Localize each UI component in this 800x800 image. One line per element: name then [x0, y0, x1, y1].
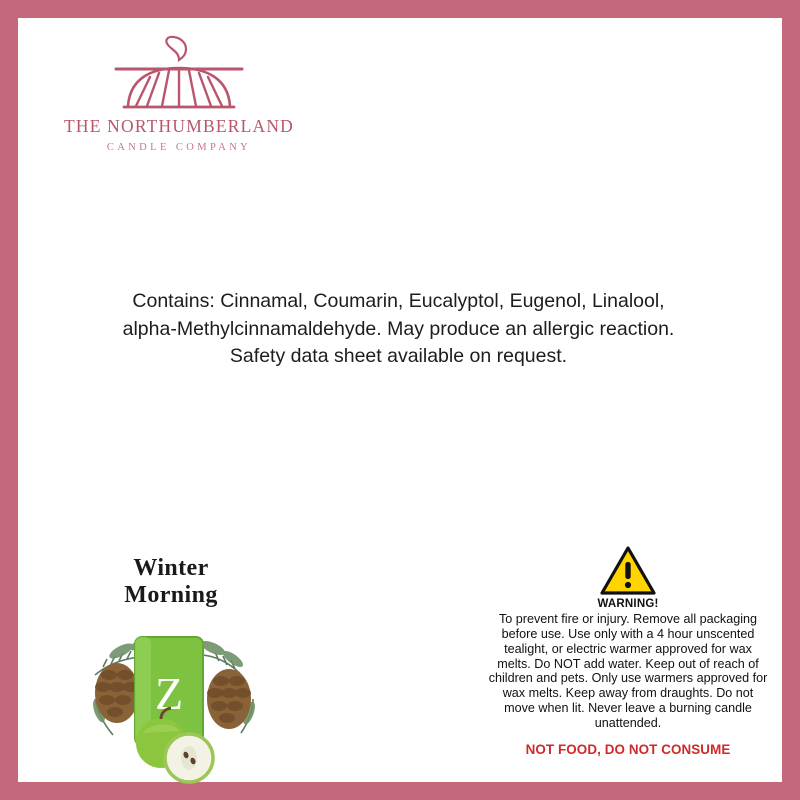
product-illustration: [73, 615, 268, 785]
pinecone-right: [207, 669, 251, 729]
brand-logo: [34, 34, 324, 153]
apple-half: [165, 734, 213, 782]
not-food-notice: NOT FOOD, DO NOT CONSUME: [525, 741, 731, 757]
brand-name: THE NORTHUMBERLAND: [63, 116, 295, 136]
warning-text: To prevent fire or injury. Remove all packaging before use. Use only with a 4 hour unscented tealight, or electric warmer approved for wax melts. Do NOT add water. Keep out of reach of children and pets. Only use warmers approved for wax melts. Keep away from draughts. Do not move when lit. Never leave a burning candle unattended.: [488, 612, 768, 731]
product-name-line-1: Winter: [133, 555, 209, 581]
pinecone-left: [95, 663, 139, 723]
label-card: [18, 18, 782, 782]
melt-letter: Z: [154, 668, 184, 719]
product-name: [76, 555, 266, 609]
product-name-line-2: Morning: [124, 581, 218, 608]
candle-company-crest-icon: [94, 34, 264, 112]
allergen-statement: Contains: Cinnamal, Coumarin, Eucalyptol, Eugenol, Linalool, alpha-Methylcinnamaldehyde. May produce an allergic reaction. Safety data sheet available on request.: [122, 290, 675, 368]
wax-melt-apple-pinecone-illustration: [73, 615, 268, 785]
warning-title: WARNING!: [597, 598, 659, 610]
warning-triangle-icon: [600, 546, 656, 596]
warning-block: [488, 546, 768, 757]
brand-subtitle: CANDLE COMPANY: [106, 142, 252, 153]
